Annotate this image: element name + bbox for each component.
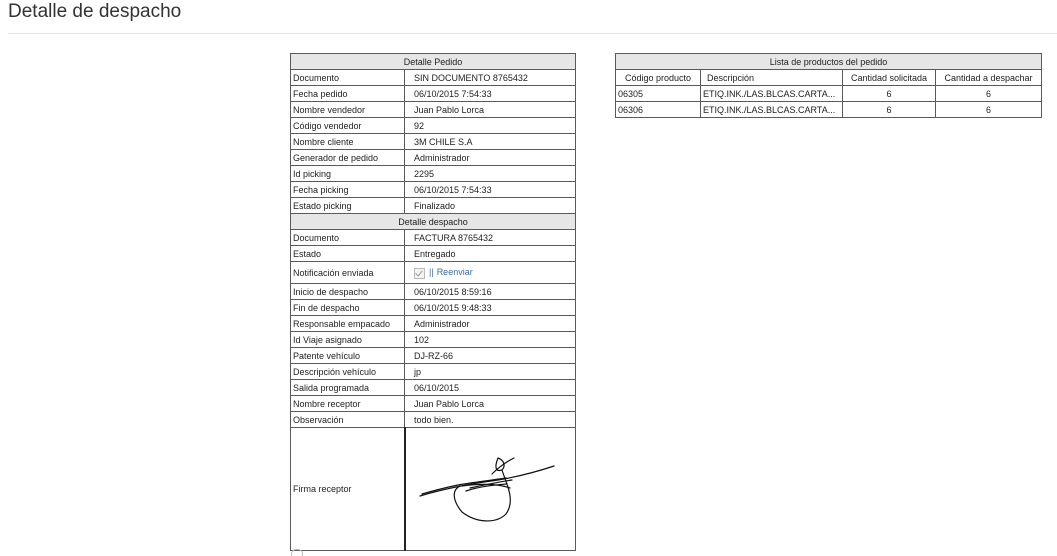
despacho-value: Administrador [405, 316, 576, 332]
pedido-row [291, 134, 576, 150]
notificacion-row [291, 262, 576, 284]
despacho-label: Responsable empacado [291, 316, 405, 332]
products-header: Lista de productos del pedido [616, 54, 1042, 70]
pedido-value: 2295 [405, 166, 576, 182]
pedido-row [291, 150, 576, 166]
firma-cell [405, 428, 576, 551]
despacho-row [291, 364, 576, 380]
notificacion-checkbox[interactable] [414, 268, 425, 279]
despacho-label: Patente vehículo [291, 348, 405, 364]
pedido-row [291, 70, 576, 86]
products-table [615, 53, 1042, 118]
pedido-value: Finalizado [405, 198, 576, 214]
despachar-cell: 6 [936, 102, 1042, 118]
despacho-row [291, 348, 576, 364]
reenviar-link[interactable]: Reenviar [436, 267, 473, 278]
despacho-row [291, 230, 576, 246]
pedido-label: Nombre cliente [291, 134, 405, 150]
pedido-label: Fecha picking [291, 182, 405, 198]
despacho-value: Juan Pablo Lorca [405, 396, 576, 412]
col-cantidad-solicitada: Cantidad solicitada [843, 70, 936, 86]
despacho-value: todo bien. [405, 412, 576, 428]
pedido-label: Nombre vendedor [291, 102, 405, 118]
despacho-label: Documento [291, 230, 405, 246]
despacho-label: Observación [291, 412, 405, 428]
detalle-pedido-header: Detalle Pedido [291, 54, 576, 70]
despacho-value: Entregado [405, 246, 576, 262]
codigo-cell: 06305 [616, 86, 701, 102]
despacho-row [291, 332, 576, 348]
pedido-label: Id picking [291, 166, 405, 182]
firma-row [291, 428, 576, 551]
despacho-row [291, 412, 576, 428]
pedido-label: Documento [291, 70, 405, 86]
despacho-row [291, 380, 576, 396]
solicitada-cell: 6 [843, 102, 936, 118]
pedido-row [291, 102, 576, 118]
col-cantidad-despachar: Cantidad a despachar [936, 70, 1042, 86]
despachar-cell: 6 [936, 86, 1042, 102]
despacho-label: Inicio de despacho [291, 284, 405, 300]
despacho-value: 102 [405, 332, 576, 348]
pedido-label: Fecha pedido [291, 86, 405, 102]
detalle-despacho-header: Detalle despacho [291, 214, 576, 230]
page-title: Detalle de despacho [8, 1, 182, 22]
despacho-label: Descripción vehículo [291, 364, 405, 380]
despacho-value: FACTURA 8765432 [405, 230, 576, 246]
pedido-label: Generador de pedido [291, 150, 405, 166]
solicitada-cell: 6 [843, 86, 936, 102]
scroll-indicator [291, 549, 303, 556]
despacho-label: Nombre receptor [291, 396, 405, 412]
despacho-row [291, 246, 576, 262]
despacho-value: 06/10/2015 8:59:16 [405, 284, 576, 300]
pedido-row [291, 166, 576, 182]
pedido-value: 06/10/2015 7:54:33 [405, 86, 576, 102]
pedido-row [291, 198, 576, 214]
table-row [616, 102, 1042, 118]
despacho-label: Id Viaje asignado [291, 332, 405, 348]
firma-label: Firma receptor [291, 428, 405, 551]
despacho-row [291, 316, 576, 332]
pedido-row [291, 118, 576, 134]
despacho-value: 06/10/2015 [405, 380, 576, 396]
despacho-label: Salida programada [291, 380, 405, 396]
pedido-label: Código vendedor [291, 118, 405, 134]
pedido-value: 3M CHILE S.A [405, 134, 576, 150]
signature-image [406, 428, 575, 547]
title-divider [8, 33, 1057, 34]
pedido-value: 92 [405, 118, 576, 134]
pedido-value: Administrador [405, 150, 576, 166]
pedido-row [291, 86, 576, 102]
codigo-cell: 06306 [616, 102, 701, 118]
separator: || [429, 267, 434, 278]
despacho-value: DJ-RZ-66 [405, 348, 576, 364]
descripcion-cell: ETIQ.INK./LAS.BLCAS.CARTA... [701, 86, 843, 102]
pedido-value: SIN DOCUMENTO 8765432 [405, 70, 576, 86]
col-descripcion: Descripción [701, 70, 843, 86]
despacho-label: Fin de despacho [291, 300, 405, 316]
pedido-label: Estado picking [291, 198, 405, 214]
col-codigo: Código producto [616, 70, 701, 86]
descripcion-cell: ETIQ.INK./LAS.BLCAS.CARTA... [701, 102, 843, 118]
despacho-row [291, 300, 576, 316]
despacho-row [291, 284, 576, 300]
despacho-value: jp [405, 364, 576, 380]
despacho-label: Estado [291, 246, 405, 262]
detail-table [290, 53, 576, 551]
notificacion-label: Notificación enviada [291, 262, 405, 284]
pedido-value: Juan Pablo Lorca [405, 102, 576, 118]
despacho-value: 06/10/2015 9:48:33 [405, 300, 576, 316]
notificacion-cell [405, 262, 576, 284]
pedido-value: 06/10/2015 7:54:33 [405, 182, 576, 198]
pedido-row [291, 182, 576, 198]
despacho-row [291, 396, 576, 412]
table-row [616, 86, 1042, 102]
